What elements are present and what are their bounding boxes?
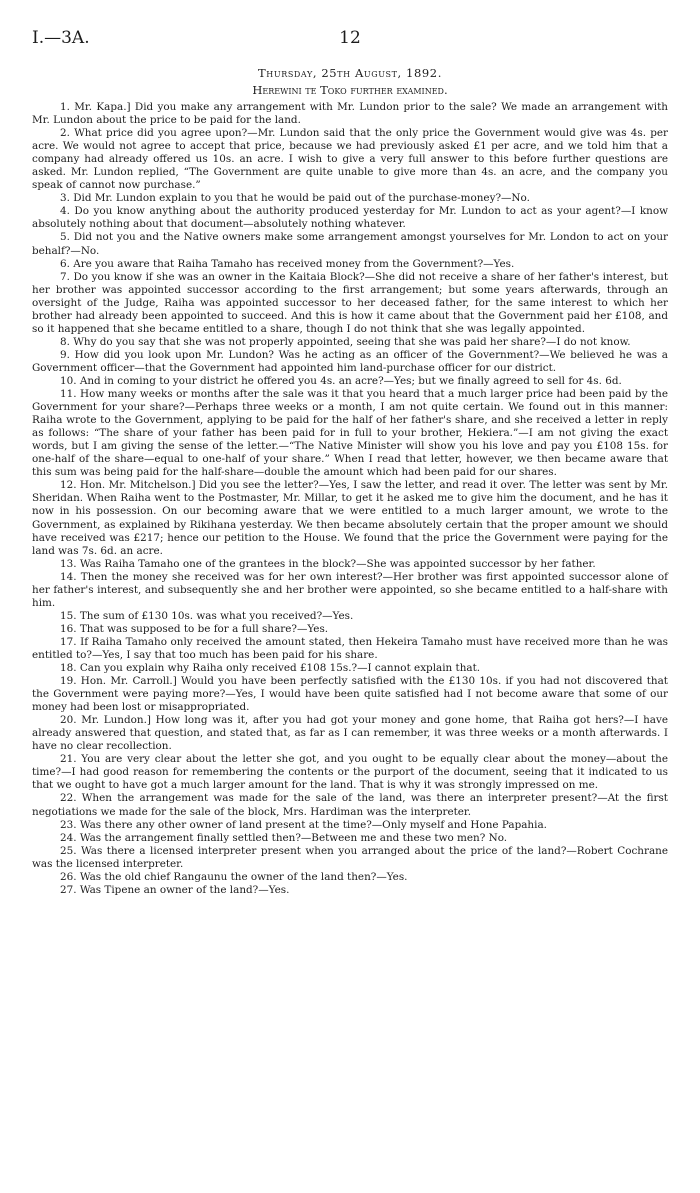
paragraph-10: 10. And in coming to your district he offered you 4s. an acre?—Yes; but we finally agreed to sell for 4s. 6d. <box>60 374 622 387</box>
paragraph-12: 12. Hon. Mr. Mitchelson.] Did you see the letter?—Yes, I saw the letter, and read it over. The letter was sent by Mr. Sheridan. When Raiha went to the Postmaster, Mr. Millar, to get it he asked me to give him the document, and he has it now in his possession. On our becoming aware that we were entitled to a much larger amount, we wrote to the Government, as explained by Rikihana yesterday. We then became absolutely certain that the proper amount we should have received was £217; hence our petition to the House. We found that the price the Government were paying for the land was 7s. 6d. an acre. <box>32 479 668 557</box>
paragraph-1: 1. Mr. Kapa.] Did you make any arrangement with Mr. Lundon prior to the sale? We made an arrangement with Mr. Lundon about the price to be paid for the land. <box>32 101 668 127</box>
paragraph-9: 9. How did you look upon Mr. Lundon? Was he acting as an officer of the Government?—We believed he was a Government officer—that the Government had appointed him land-purchase officer for our district. <box>32 348 668 374</box>
paragraph-14: 14. Then the money she received was for her own interest?—Her brother was first appointed successor alone of her father's interest, and subsequently she and her brother were appointed, so she became entitled to a half-share with him. <box>32 570 668 609</box>
paragraph-15: 15. The sum of £130 10s. was what you received?—Yes. <box>60 609 354 622</box>
paragraph-16: 16. That was supposed to be for a full share?—Yes. <box>60 622 329 635</box>
paragraph-11: 11. How many weeks or months after the sale was it that you heard that a much larger price had been paid by the Government for your share?—Perhaps three weeks or a month, I am not quite certain. We found out in this manner: Raiha wrote to the Government, applying to be paid for the half of her father's share, and she received a letter in reply as follows: “The share of your father has been paid for in full to your brother, Hekiera.”—I am not giving the exact words, but I am giving the sense of the letter.—“The Native Minister will show you his love and pay you £108 15s. for one-half of the share—equal to one-half of your share.” When I read that letter, however, we then became aware that this sum was being paid for the half-share—double the amount which had been paid for our shares. <box>32 388 668 479</box>
paragraph-21: 21. You are very clear about the letter she got, and you ought to be equally clear about the money—about the time?—I had good reason for remembering the contents or the purport of the document, seeing that it indicated to us that we ought to have got a much larger amount for the land. That is why it was strongly impressed on me. <box>32 753 668 792</box>
paragraph-6: 6. Are you aware that Raiha Tamaho has received money from the Government?—Yes. <box>60 257 515 270</box>
paragraph-24: 24. Was the arrangement finally settled then?—Between me and these two men? No. <box>60 831 508 844</box>
paper-reference: I.—3A. <box>32 28 90 48</box>
paragraph-19: 19. Hon. Mr. Carroll.] Would you have been perfectly satisfied with the £130 10s. if you had not discovered that the Government were paying more?—Yes, I would have been quite satisfied had I not become aware that some of our money had been lost or misappropriated. <box>32 675 668 714</box>
paragraph-18: 18. Can you explain why Raiha only received £108 15s.?—I cannot explain that. <box>60 662 481 675</box>
document-page <box>32 28 668 897</box>
witness-line: Herewini te Toko further examined. <box>252 83 448 97</box>
paragraph-5: 5. Did not you and the Native owners make some arrangement amongst yourselves for Mr. London to act on your behalf?—No. <box>32 231 668 257</box>
paragraph-20: 20. Mr. Lundon.] How long was it, after you had got your money and gone home, that Raiha got hers?—I have already answered that question, and stated that, as far as I can remember, it was three weeks or a month afterwards. I have no clear recollection. <box>32 714 668 753</box>
paragraph-25: 25. Was there a licensed interpreter present when you arranged about the price of the land?—Robert Cochrane was the licensed interpreter. <box>32 844 668 870</box>
paragraph-23: 23. Was there any other owner of land present at the time?—Only myself and Hone Papahia. <box>60 818 547 831</box>
date-line: Thursday, 25th August, 1892. <box>258 66 442 80</box>
paragraph-3: 3. Did Mr. Lundon explain to you that he would be paid out of the purchase-money?—No. <box>60 192 530 205</box>
paragraph-27: 27. Was Tipene an owner of the land?—Yes. <box>60 883 290 896</box>
page-number: 12 <box>339 28 361 48</box>
evidence-body <box>32 101 668 897</box>
paragraph-22: 22. When the arrangement was made for the sale of the land, was there an interpreter present?—At the first negotiations we made for the sale of the block, Mrs. Hardiman was the interpreter. <box>32 792 668 818</box>
paragraph-7: 7. Do you know if she was an owner in the Kaitaia Block?—She did not receive a share of her father's interest, but her brother was appointed successor according to the first arrangement; but some years afterwards, through an oversight of the Judge, Raiha was appointed successor to her deceased father, for the same interest to which her brother had already been appointed to succeed. And this is how it came about that the Government paid her £108, and so it happened that she became entitled to a share, though I do not think that she was legally appointed. <box>32 270 668 335</box>
page-header <box>32 28 668 56</box>
paragraph-13: 13. Was Raiha Tamaho one of the grantees in the block?—She was appointed successor by her father. <box>60 557 596 570</box>
paragraph-4: 4. Do you know anything about the authority produced yesterday for Mr. Lundon to act as your agent?—I know absolutely nothing about that document—absolutely nothing whatever. <box>32 205 668 231</box>
paragraph-2: 2. What price did you agree upon?—Mr. Lundon said that the only price the Government would give was 4s. per acre. We would not agree to accept that price, because we had previously asked £1 per acre, and we told him that a company had already offered us 10s. an acre. I wish to give a very full answer to this before further questions are asked. Mr. Lundon replied, “The Government are quite unable to give more than 4s. an acre, and the company you speak of cannot now purchase.” <box>32 127 668 192</box>
paragraph-17: 17. If Raiha Tamaho only received the amount stated, then Hekeira Tamaho must have received more than he was entitled to?—Yes, I say that too much has been paid for his share. <box>32 635 668 661</box>
paragraph-26: 26. Was the old chief Rangaunu the owner of the land then?—Yes. <box>60 870 408 883</box>
paragraph-8: 8. Why do you say that she was not properly appointed, seeing that she was paid her share?—I do not know. <box>60 335 631 348</box>
